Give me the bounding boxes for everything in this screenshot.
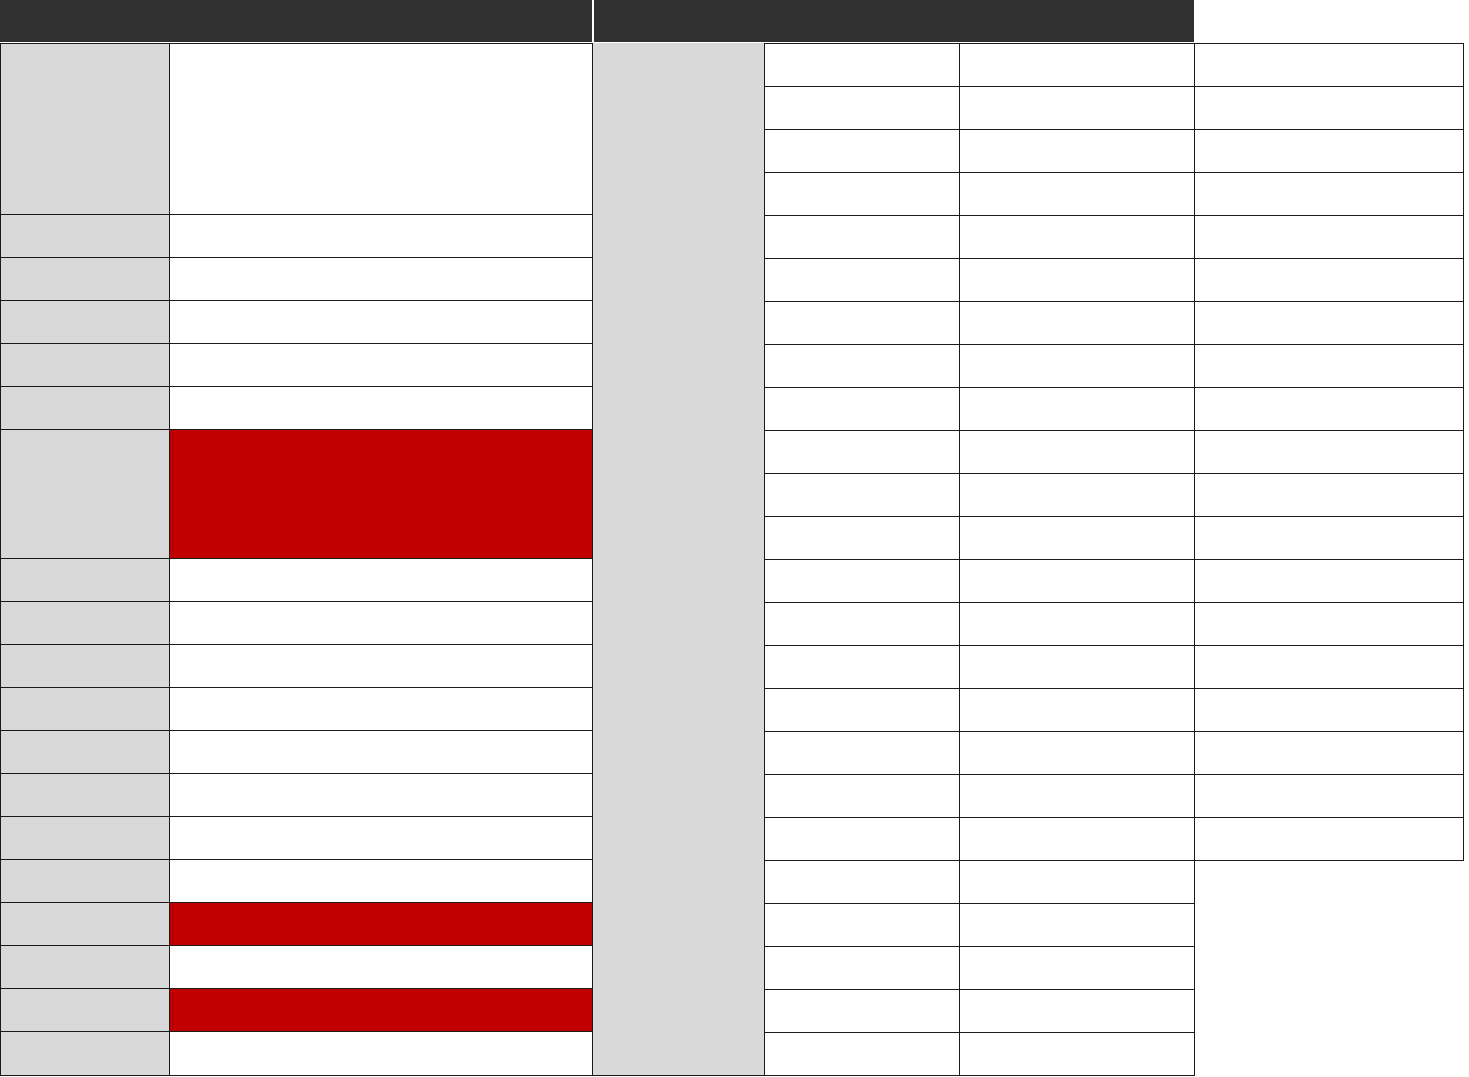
spec-label [0, 945, 170, 989]
features-header [594, 0, 1194, 42]
feature-item [764, 516, 960, 560]
feature-item [764, 688, 960, 732]
feature-item [764, 1032, 960, 1076]
feature-item [764, 731, 960, 775]
feature-item [764, 817, 960, 861]
spec-label [0, 816, 170, 860]
spec-label [0, 988, 170, 1032]
feature-item [1194, 602, 1464, 646]
feature-item [764, 215, 960, 259]
feature-item [1194, 1032, 1464, 1076]
feature-item [1194, 215, 1464, 259]
feature-item [959, 301, 1195, 345]
feature-item [1194, 817, 1464, 861]
feature-item [959, 516, 1195, 560]
spec-value [169, 988, 593, 1032]
feature-item [1194, 946, 1464, 990]
spec-value [169, 214, 593, 258]
feature-item [1194, 559, 1464, 603]
spec-label [0, 343, 170, 387]
feature-item [764, 430, 960, 474]
feature-item [959, 602, 1195, 646]
feature-item [959, 258, 1195, 302]
spec-label [0, 601, 170, 645]
feature-item [1194, 129, 1464, 173]
feature-item [1194, 774, 1464, 818]
spec-label [0, 214, 170, 258]
feature-item [764, 172, 960, 216]
feature-item [1194, 430, 1464, 474]
feature-item [764, 387, 960, 431]
feature-item [959, 989, 1195, 1033]
spec-label [0, 859, 170, 903]
spec-label [0, 43, 170, 215]
feature-item [959, 430, 1195, 474]
feature-item [764, 258, 960, 302]
feature-item [1194, 989, 1464, 1033]
spec-label [0, 257, 170, 301]
spec-value [169, 343, 593, 387]
feature-item [764, 774, 960, 818]
spec-value [169, 816, 593, 860]
feature-item [959, 688, 1195, 732]
spec-value [169, 687, 593, 731]
feature-item [764, 559, 960, 603]
feature-item [959, 645, 1195, 689]
feature-item [1194, 731, 1464, 775]
feature-item [959, 43, 1195, 87]
spec-value [169, 859, 593, 903]
feature-item [959, 473, 1195, 517]
feature-item [1194, 688, 1464, 732]
feature-item [1194, 344, 1464, 388]
spec-value [169, 386, 593, 430]
feature-item [959, 817, 1195, 861]
spec-label [0, 644, 170, 688]
spec-value [169, 257, 593, 301]
feature-category [592, 43, 765, 1076]
spec-value [169, 945, 593, 989]
feature-item [764, 860, 960, 904]
spec-value [169, 730, 593, 774]
feature-item [764, 344, 960, 388]
spec-value [169, 902, 593, 946]
feature-item [764, 602, 960, 646]
feature-item [959, 215, 1195, 259]
spec-label [0, 429, 170, 559]
feature-item [1194, 172, 1464, 216]
feature-item [959, 86, 1195, 130]
feature-item [959, 344, 1195, 388]
feature-item [959, 774, 1195, 818]
feature-item [1194, 387, 1464, 431]
spec-label [0, 730, 170, 774]
spec-value [169, 558, 593, 602]
spec-value [169, 429, 593, 559]
feature-item [764, 86, 960, 130]
feature-item [764, 903, 960, 947]
feature-item [764, 43, 960, 87]
feature-item [1194, 258, 1464, 302]
feature-item [764, 989, 960, 1033]
feature-item [1194, 516, 1464, 560]
feature-item [764, 301, 960, 345]
feature-item [959, 172, 1195, 216]
spec-value [169, 300, 593, 344]
feature-item [1194, 860, 1464, 904]
spec-label [0, 687, 170, 731]
feature-item [1194, 645, 1464, 689]
feature-item [959, 129, 1195, 173]
spec-label [0, 1031, 170, 1076]
spec-value [169, 43, 593, 215]
feature-item [1194, 301, 1464, 345]
feature-item [959, 731, 1195, 775]
spec-value [169, 773, 593, 817]
feature-item [959, 559, 1195, 603]
feature-item [1194, 43, 1464, 87]
spec-label [0, 300, 170, 344]
spec-label [0, 773, 170, 817]
feature-item [959, 1032, 1195, 1076]
feature-item [1194, 903, 1464, 947]
feature-item [959, 903, 1195, 947]
hardware-header [0, 0, 592, 42]
spec-value [169, 1031, 593, 1076]
spec-value [169, 601, 593, 645]
spec-value [169, 644, 593, 688]
feature-item [959, 946, 1195, 990]
spec-label [0, 558, 170, 602]
feature-item [1194, 473, 1464, 517]
feature-item [959, 387, 1195, 431]
feature-item [764, 473, 960, 517]
feature-item [1194, 86, 1464, 130]
spec-label [0, 386, 170, 430]
spec-label [0, 902, 170, 946]
feature-item [764, 645, 960, 689]
feature-item [764, 129, 960, 173]
feature-item [764, 946, 960, 990]
feature-item [959, 860, 1195, 904]
